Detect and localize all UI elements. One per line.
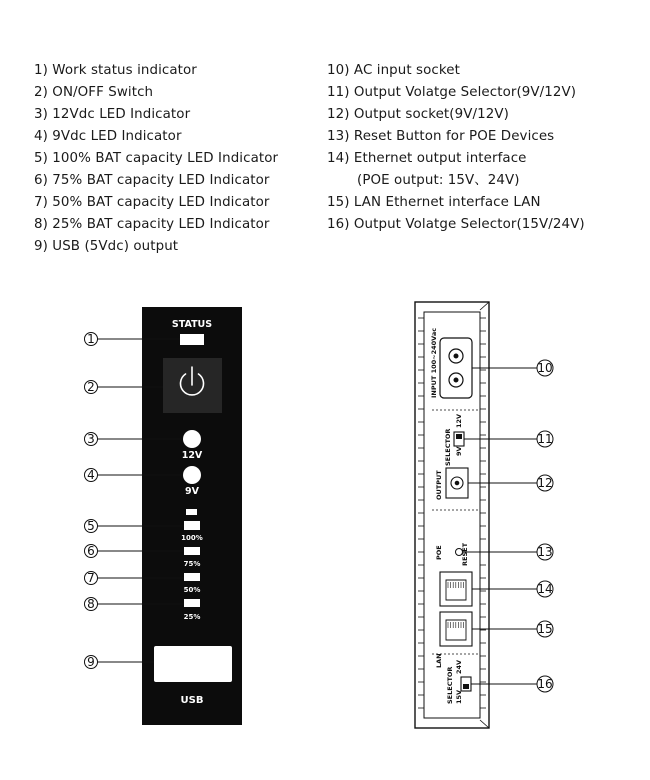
reset-label: RESET bbox=[461, 542, 469, 566]
callout-14: 14 bbox=[537, 582, 553, 596]
callout-8: 8 bbox=[87, 597, 95, 611]
callout-12: 12 bbox=[537, 476, 553, 490]
bevel-top bbox=[480, 302, 489, 310]
legend-item-12: 12) Output socket(9V/12V) bbox=[327, 107, 509, 122]
callout-6: 6 bbox=[87, 544, 95, 558]
poe-ethernet-port bbox=[440, 572, 472, 606]
poe-label: POE bbox=[435, 545, 443, 560]
legend-item-4: 4) 9Vdc LED Indicator bbox=[34, 129, 182, 144]
bat-top-mark bbox=[186, 509, 197, 515]
callout-10: 10 bbox=[537, 361, 553, 375]
vent-fins bbox=[418, 318, 486, 708]
callout-9: 9 bbox=[87, 655, 95, 669]
legend-item-10: 10) AC input socket bbox=[327, 63, 460, 78]
callout-2: 2 bbox=[87, 380, 95, 394]
legend-item-14-sub: (POE output: 15V、24V) bbox=[357, 173, 520, 188]
label-9v: 9V bbox=[185, 486, 199, 497]
selector-9v-12v-knob bbox=[456, 434, 462, 439]
selector-label: SELECTOR bbox=[444, 428, 452, 466]
callout-7: 7 bbox=[87, 571, 95, 585]
callout-4: 4 bbox=[87, 468, 95, 482]
lan-port-pins bbox=[448, 622, 464, 628]
led-bat-75 bbox=[184, 547, 200, 555]
legend-item-7: 7) 50% BAT capacity LED Indicator bbox=[34, 195, 270, 210]
led-9v bbox=[183, 466, 201, 484]
legend-item-2: 2) ON/OFF Switch bbox=[34, 85, 154, 100]
callout-16: 16 bbox=[537, 677, 553, 691]
led-bat-25 bbox=[184, 599, 200, 607]
ac-pin-upper-dot bbox=[454, 354, 458, 358]
output-socket-pin bbox=[455, 481, 459, 485]
label-bat-100: 100% bbox=[181, 534, 203, 542]
led-bat-50 bbox=[184, 573, 200, 581]
callout-15: 15 bbox=[537, 622, 553, 636]
label-bat-25: 25% bbox=[183, 613, 201, 621]
ac-pin-lower-dot bbox=[454, 378, 458, 382]
selector-15v-24v-knob bbox=[463, 684, 469, 689]
callout-1: 1 bbox=[87, 332, 95, 346]
status-indicator bbox=[180, 334, 204, 345]
label-12v: 12V bbox=[181, 450, 203, 461]
input-label: INPUT 100~240Vac bbox=[430, 327, 438, 398]
ac-input-socket bbox=[440, 338, 472, 398]
callout-5: 5 bbox=[87, 519, 95, 533]
legend-item-1: 1) Work status indicator bbox=[34, 63, 197, 78]
legend-item-6: 6) 75% BAT capacity LED Indicator bbox=[34, 173, 270, 188]
legend-item-9: 9) USB (5Vdc) output bbox=[34, 239, 179, 254]
legend-item-15: 15) LAN Ethernet interface LAN bbox=[327, 195, 541, 210]
back-panel bbox=[415, 302, 489, 728]
lan-label: LAN bbox=[435, 653, 443, 668]
legend-item-16: 16) Output Volatge Selector(15V/24V) bbox=[327, 217, 585, 232]
callout-3: 3 bbox=[87, 432, 95, 446]
legend-item-3: 3) 12Vdc LED Indicator bbox=[34, 107, 191, 122]
callout-11: 11 bbox=[537, 432, 553, 446]
led-bat-100 bbox=[184, 521, 200, 530]
usb-port bbox=[154, 646, 232, 682]
status-label: STATUS bbox=[171, 319, 213, 330]
bevel-bottom bbox=[480, 720, 489, 728]
legend-item-13: 13) Reset Button for POE Devices bbox=[327, 129, 555, 144]
output-label: OUTPUT bbox=[435, 470, 443, 500]
selector-12v-label: 12V bbox=[455, 413, 463, 428]
poe-port-pins bbox=[448, 582, 464, 588]
back-panel-outer bbox=[415, 302, 489, 728]
legend-item-8: 8) 25% BAT capacity LED Indicator bbox=[34, 217, 270, 232]
callout-13: 13 bbox=[537, 545, 553, 559]
led-12v bbox=[183, 430, 201, 448]
label-bat-75: 75% bbox=[183, 560, 201, 568]
usb-label: USB bbox=[180, 695, 204, 706]
lan-ethernet-port bbox=[440, 612, 472, 646]
selector-15v-label: 15V bbox=[455, 689, 463, 704]
selector-24v-label: 24V bbox=[455, 659, 463, 674]
label-bat-50: 50% bbox=[183, 586, 201, 594]
selector2-label: SELECTOR bbox=[446, 666, 454, 704]
front-panel bbox=[142, 307, 242, 725]
legend-item-11: 11) Output Volatge Selector(9V/12V) bbox=[327, 85, 577, 100]
selector-9v-label: 9V bbox=[455, 446, 463, 456]
legend-item-14: 14) Ethernet output interface bbox=[327, 151, 527, 166]
legend-item-5: 5) 100% BAT capacity LED Indicator bbox=[34, 151, 279, 166]
